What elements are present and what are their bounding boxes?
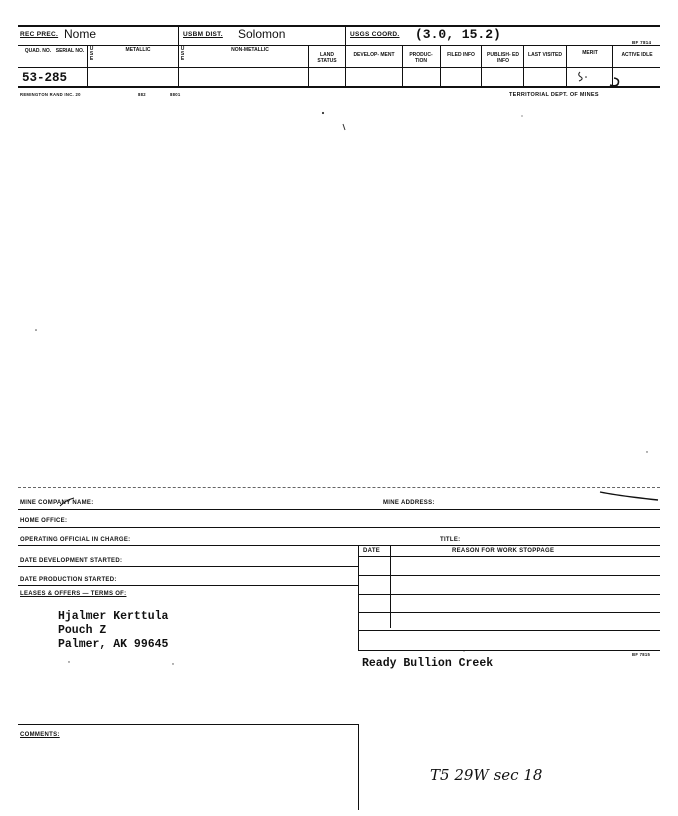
rule	[358, 556, 660, 557]
lessee-name: Hjalmer Kerttula	[58, 610, 169, 623]
col-active-idle: ACTIVE IDLE	[621, 52, 653, 58]
divider	[358, 545, 359, 651]
lessee-address-line2: Palmer, AK 99645	[58, 638, 169, 651]
printer-code-b: 8801	[170, 92, 181, 97]
department-name: TERRITORIAL DEPT. OF MINES	[509, 92, 599, 98]
lessee-address-line1: Pouch Z	[58, 624, 107, 637]
lower-form-number: BF 7815	[632, 652, 651, 657]
col-serial-no: SERIAL NO.	[55, 48, 85, 54]
usgs-coord-label: USGS COORD.	[350, 31, 400, 38]
col-production: PRODUC- TION	[409, 52, 433, 64]
rule	[18, 509, 660, 510]
address-label: MINE ADDRESS:	[383, 500, 435, 506]
col-merit: MERIT	[582, 50, 598, 56]
rule	[358, 630, 660, 631]
handwritten-stroke	[598, 486, 660, 504]
rule	[18, 566, 358, 567]
printer-code-a: 882	[138, 92, 146, 97]
col-development: DEVELOP- MENT	[353, 52, 395, 58]
rec-prec-value: Nome	[64, 27, 97, 41]
quad-no-value: 53-285	[22, 71, 68, 85]
rule	[358, 594, 660, 595]
col-filed-info: FILED INFO	[447, 52, 475, 58]
col-use-1: U S E	[89, 46, 94, 62]
leases-label: LEASES & OFFERS — TERMS OF:	[20, 591, 127, 597]
property-name: Ready Bullion Creek	[362, 657, 494, 670]
usbm-dist-value: Solomon	[238, 27, 286, 41]
rec-prec-label: REC PREC.	[20, 31, 59, 38]
prod-started-label: DATE PRODUCTION STARTED:	[20, 577, 117, 583]
company-label: MINE COMPANY NAME:	[20, 500, 94, 506]
col-land-status: LAND STATUS	[317, 52, 337, 64]
rule	[358, 650, 660, 651]
col-use-2: U S E	[180, 46, 185, 62]
usbm-dist-label: USBM DIST.	[183, 31, 223, 38]
col-non-metallic: NON-METALLIC	[231, 47, 269, 53]
official-label: OPERATING OFFICIAL IN CHARGE:	[20, 537, 131, 543]
rule	[18, 585, 358, 586]
printer-imprint: REMINGTON RAND INC. 20	[20, 92, 81, 97]
divider	[358, 724, 359, 810]
handwritten-location-note: T5 29W sec 18	[430, 766, 543, 784]
dev-started-label: DATE DEVELOPMENT STARTED:	[20, 558, 123, 564]
rule	[18, 545, 660, 546]
comments-label: COMMENTS:	[20, 732, 60, 738]
rule	[18, 527, 660, 528]
usgs-coord-value: (3.0, 15.2)	[415, 27, 501, 42]
col-last-visited: LAST VISITED	[528, 52, 562, 58]
col-metallic: METALLIC	[125, 47, 151, 53]
rule	[18, 724, 358, 725]
top-form-number: BF 7814	[632, 40, 652, 45]
divider	[390, 545, 391, 628]
rule	[358, 612, 660, 613]
handwritten-tick	[58, 496, 78, 508]
col-published-info: PUBLISH- ED INFO	[487, 52, 519, 64]
col-quad-no: QUAD. NO.	[24, 48, 52, 54]
card-edge	[18, 487, 660, 488]
rule	[358, 575, 660, 576]
date-column-label: DATE	[363, 548, 381, 554]
title-label: TITLE:	[440, 537, 461, 543]
home-office-label: HOME OFFICE:	[20, 518, 68, 524]
reason-column-label: REASON FOR WORK STOPPAGE	[452, 548, 555, 554]
